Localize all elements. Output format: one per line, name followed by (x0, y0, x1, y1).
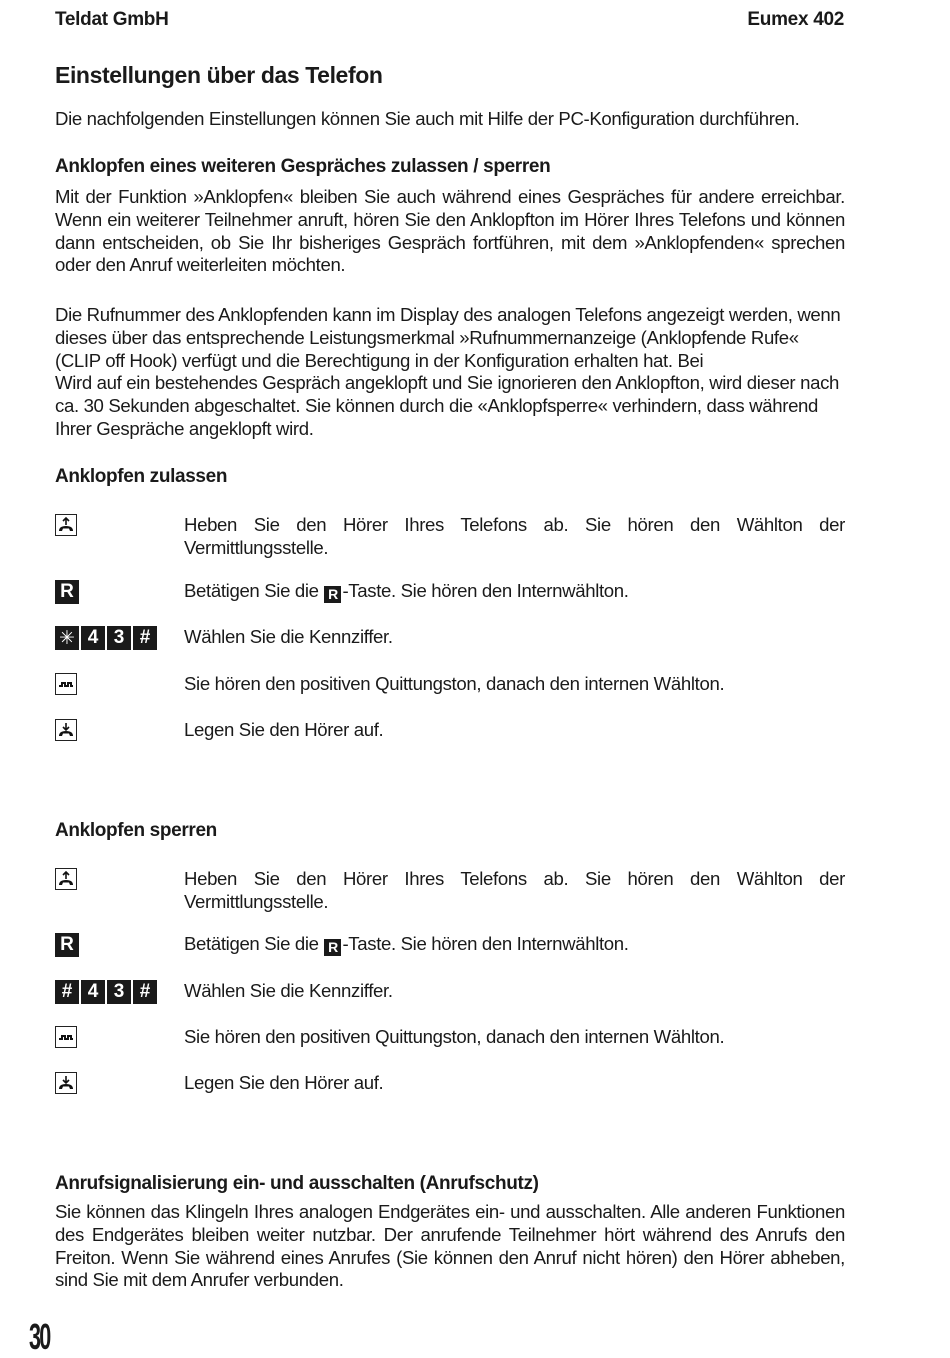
hash-key-icon: # (133, 980, 157, 1004)
allow-step-1-text: Heben Sie den Hörer Ihres Telefons ab. Sie hören den Wählton der Vermittlungsstelle. (184, 514, 845, 558)
handset-hangup-icon (55, 719, 77, 741)
inline-r-key-icon: R (324, 939, 341, 956)
digit-4-key-icon: 4 (81, 980, 105, 1004)
hash-key-icon: # (55, 980, 79, 1004)
block-step-1 (55, 868, 845, 912)
r-key-icon: R (55, 580, 79, 604)
confirm-tone-icon (55, 673, 77, 695)
r-key-icon: R (55, 933, 79, 957)
handset-hangup-icon (55, 1072, 77, 1094)
allow-step-3 (55, 626, 845, 652)
digit-3-key-icon: 3 (107, 626, 131, 650)
block-step-5-text: Legen Sie den Hörer auf. (184, 1072, 384, 1093)
allow-step-4-text: Sie hören den positiven Quittungston, danach den internen Wählton. (184, 673, 725, 694)
heading-allow: Anklopfen zulassen (55, 466, 228, 487)
block-step-1-text: Heben Sie den Hörer Ihres Telefons ab. Sie hören den Wählton der Vermittlungsstelle. (184, 868, 845, 912)
block-step-3-text: Wählen Sie die Kennziffer. (184, 980, 393, 1001)
paragraph-anklopfen-2b: Wird auf ein bestehendes Gespräch angeklopft und Sie ignorieren den Anklopfton, wird dieser nach ca. 30 Sekunden abgeschaltet. Sie können durch die «Anklopfsperre« verhindern, dass während Ihrer Gespräche angeklopft wird. (55, 372, 840, 439)
heading-anrufschutz: Anrufsignalisierung ein- und ausschalten (Anrufschutz) (55, 1173, 539, 1194)
allow-step-5 (55, 719, 845, 745)
block-step-2 (55, 933, 845, 959)
hash-key-icon: # (133, 626, 157, 650)
block-step-5 (55, 1072, 845, 1098)
block-step-3 (55, 980, 845, 1006)
digit-3-key-icon: 3 (107, 980, 131, 1004)
paragraph-anklopfen-2a: Die Rufnummer des Anklopfenden kann im Display des analogen Telefons angezeigt werden, wenn dieses über das entsprechende Leistungsmerkmal »Rufnummernanzeige (Anklopfende Rufe« (CLIP off Hook) verfügt und die Berechtigung in der Konfiguration erhalten hat. Bei (55, 304, 841, 371)
allow-step-1 (55, 514, 845, 558)
paragraph-anklopfen-2 (55, 304, 845, 441)
block-step-2-text: Betätigen Sie die R -Taste. Sie hören den Internwählton. (184, 933, 629, 955)
allow-step-2 (55, 580, 845, 606)
confirm-tone-icon (55, 1026, 77, 1048)
digit-4-key-icon: 4 (81, 626, 105, 650)
allow-step-4 (55, 673, 845, 699)
page-number: 30 (29, 1316, 50, 1357)
header-product: Eumex 402 (747, 9, 844, 30)
section-heading-anklopfen: Anklopfen eines weiteren Gespräches zulassen / sperren (55, 156, 551, 177)
paragraph-anrufschutz: Sie können das Klingeln Ihres analogen Endgerätes ein- und ausschalten. Alle anderen Funktionen des Endgerätes bleiben weiter nutzbar. Der anrufende Teilnehmer hört während des Anrufs den Freiton. Wenn Sie während eines Anrufes (Sie können den Anruf nicht hören) den Hörer abheben, sind Sie mit dem Anrufer verbunden. (55, 1201, 845, 1291)
heading-block: Anklopfen sperren (55, 820, 217, 841)
handset-lift-icon (55, 514, 77, 536)
handset-lift-icon (55, 868, 77, 890)
paragraph-anklopfen-1: Mit der Funktion »Anklopfen« bleiben Sie auch während eines Gespräches für andere erreichbar. Wenn ein weiterer Teilnehmer anruft, hören Sie den Anklopfton im Hörer Ihres Telefons und können dann entscheiden, ob Sie Ihr bisheriges Gespräch fortführen, mit dem »Anklopfenden« sprechen oder den Anruf weiterleiten möchten. (55, 186, 845, 276)
star-key-icon: ✳ (55, 626, 79, 650)
allow-step-3-text: Wählen Sie die Kennziffer. (184, 626, 393, 647)
inline-r-key-icon: R (324, 586, 341, 603)
page-title: Einstellungen über das Telefon (55, 62, 383, 88)
intro-text: Die nachfolgenden Einstellungen können Sie auch mit Hilfe der PC-Konfiguration durchführen. (55, 108, 800, 129)
block-step-4 (55, 1026, 845, 1052)
allow-step-2-text: Betätigen Sie die R -Taste. Sie hören den Internwählton. (184, 580, 629, 602)
header-company: Teldat GmbH (55, 9, 169, 30)
allow-step-5-text: Legen Sie den Hörer auf. (184, 719, 384, 740)
block-step-4-text: Sie hören den positiven Quittungston, danach den internen Wählton. (184, 1026, 725, 1047)
